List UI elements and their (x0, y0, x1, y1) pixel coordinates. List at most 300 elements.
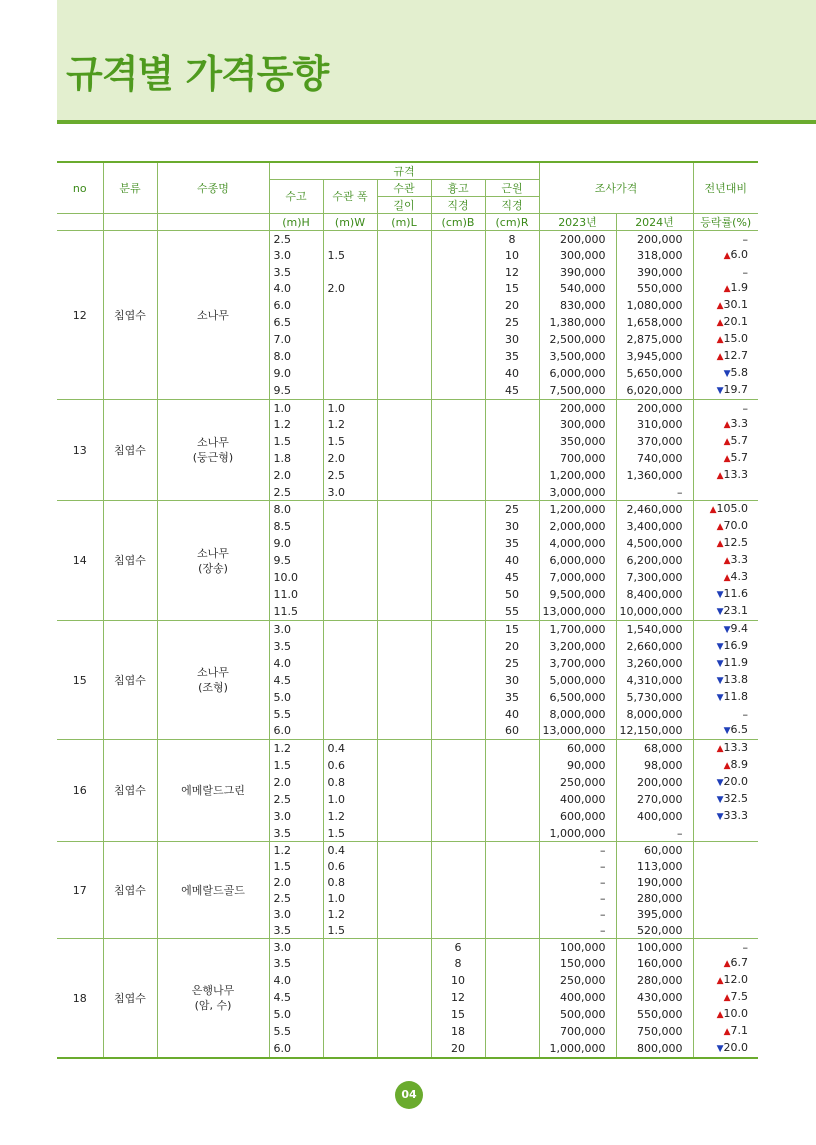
spec-length (377, 264, 431, 280)
group-category: 침엽수 (103, 842, 157, 939)
spec-chest (431, 740, 485, 758)
spec-root (485, 467, 539, 484)
spec-width (323, 569, 377, 586)
spec-chest (431, 825, 485, 842)
spec-width: 1.5 (323, 433, 377, 450)
spec-height: 7.0 (269, 331, 323, 348)
change-value: 30.1 (723, 298, 749, 311)
spec-width: 1.2 (323, 416, 377, 433)
price-2024: – (616, 484, 693, 501)
down-triangle-icon: ▼ (716, 642, 724, 652)
spec-length (377, 722, 431, 740)
spec-height: 4.5 (269, 672, 323, 689)
change-rate (693, 331, 758, 348)
up-triangle-icon: ▲ (723, 556, 731, 566)
spec-length (377, 400, 431, 417)
spec-chest (431, 638, 485, 655)
change-rate (693, 231, 758, 248)
spec-chest (431, 655, 485, 672)
spec-root (485, 1006, 539, 1023)
spec-root: 25 (485, 501, 539, 519)
price-2024: 550,000 (616, 1006, 693, 1023)
change-rate-header: 등락률(%) (693, 214, 758, 231)
spec-height: 6.0 (269, 1040, 323, 1058)
down-triangle-icon: ▼ (716, 676, 724, 686)
change-value: 105.0 (716, 502, 749, 515)
change-rate (693, 400, 758, 417)
price-2024: 2,660,000 (616, 638, 693, 655)
up-triangle-icon: ▲ (716, 976, 724, 986)
spec-chest (431, 518, 485, 535)
down-triangle-icon: ▼ (716, 659, 724, 669)
year-2023: 2023년 (539, 214, 616, 231)
price-2023: 7,000,000 (539, 569, 616, 586)
price-2024: 3,945,000 (616, 348, 693, 365)
spec-chest (431, 569, 485, 586)
spec-chest (431, 808, 485, 825)
header-divider (57, 120, 816, 124)
spec-width (323, 603, 377, 621)
price-2024: 280,000 (616, 972, 693, 989)
spec-length (377, 740, 431, 758)
down-triangle-icon: ▼ (716, 590, 724, 600)
change-rate (693, 757, 758, 774)
change-rate (693, 518, 758, 535)
spec-height: 1.8 (269, 450, 323, 467)
spec-width (323, 689, 377, 706)
spec-height: 5.0 (269, 1006, 323, 1023)
change-rate (693, 297, 758, 314)
price-2023: 6,000,000 (539, 365, 616, 382)
price-2024: 2,460,000 (616, 501, 693, 519)
spec-height: 3.0 (269, 808, 323, 825)
spec-length (377, 501, 431, 519)
price-2024: 8,000,000 (616, 706, 693, 722)
change-rate (693, 348, 758, 365)
price-2023: 90,000 (539, 757, 616, 774)
species-name (157, 501, 269, 621)
species-name-line: 은행나무 (191, 984, 235, 997)
spec-height: 9.5 (269, 382, 323, 400)
spec-height: 5.5 (269, 706, 323, 722)
species-name-line: 소나무 (197, 308, 229, 322)
spec-root (485, 791, 539, 808)
up-triangle-icon: ▲ (716, 335, 724, 345)
down-triangle-icon: ▼ (723, 369, 731, 379)
price-2023: 250,000 (539, 774, 616, 791)
change-value: 20.0 (723, 1041, 749, 1054)
price-2024: 8,400,000 (616, 586, 693, 603)
up-triangle-icon: ▲ (723, 1027, 731, 1037)
change-rate (693, 280, 758, 297)
spec-width (323, 501, 377, 519)
price-2024: 3,400,000 (616, 518, 693, 535)
price-2023: 6,000,000 (539, 552, 616, 569)
unit-length: (m)L (377, 214, 431, 231)
spec-height: 2.0 (269, 874, 323, 890)
species-name (157, 231, 269, 400)
spec-length (377, 808, 431, 825)
change-rate (693, 774, 758, 791)
price-2023: 7,500,000 (539, 382, 616, 400)
spec-chest (431, 672, 485, 689)
spec-length (377, 655, 431, 672)
spec-height: 6.0 (269, 722, 323, 740)
spec-width (323, 348, 377, 365)
spec-height: 4.5 (269, 989, 323, 1006)
price-2023: 400,000 (539, 791, 616, 808)
price-2023: 300,000 (539, 416, 616, 433)
price-2024: 280,000 (616, 890, 693, 906)
change-value: 33.3 (723, 809, 749, 822)
spec-chest (431, 791, 485, 808)
spec-length (377, 231, 431, 248)
change-value: – (742, 265, 749, 279)
spec-height: 1.5 (269, 858, 323, 874)
spec-width (323, 1006, 377, 1023)
spec-height: 1.2 (269, 416, 323, 433)
change-rate (693, 638, 758, 655)
spec-chest (431, 400, 485, 417)
price-2024: 740,000 (616, 450, 693, 467)
change-value: 1.9 (730, 281, 749, 294)
price-2024: 270,000 (616, 791, 693, 808)
price-2023: 700,000 (539, 1023, 616, 1040)
spec-root: 60 (485, 722, 539, 740)
spec-height: 1.5 (269, 757, 323, 774)
price-2023: 13,000,000 (539, 722, 616, 740)
spec-chest (431, 722, 485, 740)
up-triangle-icon: ▲ (716, 744, 724, 754)
price-2023: 3,000,000 (539, 484, 616, 501)
table-row (57, 231, 758, 248)
species-name (157, 842, 269, 939)
spec-root: 30 (485, 672, 539, 689)
spec-chest: 12 (431, 989, 485, 1006)
spec-width: 0.8 (323, 774, 377, 791)
spec-width: 2.5 (323, 467, 377, 484)
spec-height: 8.0 (269, 348, 323, 365)
spec-chest (431, 433, 485, 450)
price-2024: 520,000 (616, 922, 693, 939)
spec-width: 0.6 (323, 858, 377, 874)
spec-height: 3.0 (269, 247, 323, 264)
spec-width: 0.6 (323, 757, 377, 774)
price-2023: 1,200,000 (539, 501, 616, 519)
price-2024: 1,540,000 (616, 621, 693, 639)
change-value: 3.3 (730, 417, 749, 430)
spec-root (485, 858, 539, 874)
price-2023: 200,000 (539, 231, 616, 248)
spec-height: 3.5 (269, 638, 323, 655)
spec-length (377, 621, 431, 639)
spec-chest (431, 247, 485, 264)
price-2023: – (539, 858, 616, 874)
spec-root: 45 (485, 382, 539, 400)
unit-width: (m)W (323, 214, 377, 231)
change-value: 13.8 (723, 673, 749, 686)
change-value: 20.1 (723, 315, 749, 328)
spec-width: 2.0 (323, 450, 377, 467)
spec-chest (431, 365, 485, 382)
price-2024: 370,000 (616, 433, 693, 450)
price-2023: 100,000 (539, 939, 616, 956)
change-value: 13.3 (723, 741, 749, 754)
spec-width (323, 955, 377, 972)
spec-length (377, 467, 431, 484)
change-rate (693, 621, 758, 639)
change-rate (693, 433, 758, 450)
spec-width (323, 989, 377, 1006)
spec-root (485, 484, 539, 501)
price-2023: 400,000 (539, 989, 616, 1006)
price-2023: 390,000 (539, 264, 616, 280)
price-2024: 310,000 (616, 416, 693, 433)
spec-chest (431, 331, 485, 348)
price-2023: 200,000 (539, 400, 616, 417)
spec-chest (431, 706, 485, 722)
change-value: 13.3 (723, 468, 749, 481)
spec-length (377, 906, 431, 922)
col-root-b: 직경 (485, 197, 539, 214)
up-triangle-icon: ▲ (716, 301, 724, 311)
species-name (157, 621, 269, 740)
spec-length (377, 552, 431, 569)
price-2024: 430,000 (616, 989, 693, 1006)
change-value: 12.0 (723, 973, 749, 986)
change-value: 8.9 (730, 758, 749, 771)
spec-length (377, 706, 431, 722)
spec-width (323, 297, 377, 314)
spec-chest (431, 297, 485, 314)
spec-root: 40 (485, 365, 539, 382)
spec-chest (431, 416, 485, 433)
spec-chest: 10 (431, 972, 485, 989)
change-value: – (742, 940, 749, 954)
unit-blank-category (103, 214, 157, 231)
change-rate (693, 890, 758, 906)
up-triangle-icon: ▲ (716, 1010, 724, 1020)
change-rate (693, 416, 758, 433)
change-rate (693, 484, 758, 501)
group-no: 12 (57, 231, 103, 400)
down-triangle-icon: ▼ (716, 812, 724, 822)
spec-length (377, 484, 431, 501)
price-2024: 800,000 (616, 1040, 693, 1058)
spec-height: 1.2 (269, 842, 323, 859)
change-rate (693, 989, 758, 1006)
price-2024: 200,000 (616, 774, 693, 791)
price-2024: 400,000 (616, 808, 693, 825)
change-value: 7.5 (730, 990, 749, 1003)
change-value: 6.5 (730, 723, 749, 736)
spec-chest: 8 (431, 955, 485, 972)
spec-width: 2.0 (323, 280, 377, 297)
spec-width: 1.2 (323, 808, 377, 825)
group-category: 침엽수 (103, 501, 157, 621)
spec-chest (431, 922, 485, 939)
species-name-line: (둥근형) (192, 451, 234, 464)
spec-height: 4.0 (269, 972, 323, 989)
spec-width (323, 365, 377, 382)
price-2023: 300,000 (539, 247, 616, 264)
spec-root: 25 (485, 314, 539, 331)
spec-width (323, 621, 377, 639)
spec-height: 5.0 (269, 689, 323, 706)
spec-length (377, 433, 431, 450)
spec-root (485, 740, 539, 758)
spec-root: 15 (485, 621, 539, 639)
spec-height: 3.0 (269, 939, 323, 956)
price-2023: – (539, 874, 616, 890)
spec-chest (431, 467, 485, 484)
spec-chest (431, 535, 485, 552)
spec-chest (431, 231, 485, 248)
spec-length (377, 791, 431, 808)
spec-root (485, 757, 539, 774)
price-2024: 100,000 (616, 939, 693, 956)
spec-length (377, 280, 431, 297)
spec-height: 3.5 (269, 264, 323, 280)
spec-root (485, 972, 539, 989)
spec-height: 3.0 (269, 621, 323, 639)
change-value: 4.3 (730, 570, 749, 583)
species-name-line: 소나무 (197, 666, 229, 679)
spec-width (323, 722, 377, 740)
spec-chest: 20 (431, 1040, 485, 1058)
spec-length (377, 842, 431, 859)
change-rate (693, 247, 758, 264)
spec-chest (431, 906, 485, 922)
spec-chest: 18 (431, 1023, 485, 1040)
spec-root: 40 (485, 552, 539, 569)
species-name-line: (조형) (198, 681, 228, 694)
spec-length (377, 825, 431, 842)
change-rate (693, 672, 758, 689)
change-value: 19.7 (723, 383, 749, 396)
change-rate (693, 450, 758, 467)
change-rate (693, 264, 758, 280)
spec-chest (431, 450, 485, 467)
price-2023: 500,000 (539, 1006, 616, 1023)
up-triangle-icon: ▲ (716, 522, 724, 532)
price-2023: – (539, 906, 616, 922)
spec-chest (431, 757, 485, 774)
change-value: 32.5 (723, 792, 749, 805)
spec-width (323, 231, 377, 248)
species-name-line: 에메랄드그린 (181, 784, 245, 797)
spec-chest (431, 484, 485, 501)
spec-root (485, 989, 539, 1006)
price-2024: 68,000 (616, 740, 693, 758)
spec-height: 6.5 (269, 314, 323, 331)
price-2023: 1,700,000 (539, 621, 616, 639)
change-rate (693, 535, 758, 552)
col-no: no (57, 162, 103, 214)
price-2024: 390,000 (616, 264, 693, 280)
change-value: 6.0 (730, 248, 749, 261)
group-category: 침엽수 (103, 621, 157, 740)
page-number: 04 (395, 1081, 423, 1109)
spec-width (323, 518, 377, 535)
change-value: – (742, 232, 749, 246)
spec-root (485, 922, 539, 939)
species-name-line: (암, 수) (194, 999, 232, 1012)
spec-length (377, 416, 431, 433)
spec-chest: 15 (431, 1006, 485, 1023)
col-crown-width: 수관 폭 (323, 180, 377, 214)
spec-chest (431, 858, 485, 874)
spec-width: 1.0 (323, 791, 377, 808)
spec-chest (431, 621, 485, 639)
spec-width (323, 672, 377, 689)
spec-root: 8 (485, 231, 539, 248)
change-rate (693, 655, 758, 672)
up-triangle-icon: ▲ (723, 761, 731, 771)
price-2023: 350,000 (539, 433, 616, 450)
unit-blank-no (57, 214, 103, 231)
change-rate (693, 314, 758, 331)
spec-length (377, 247, 431, 264)
spec-root (485, 433, 539, 450)
group-no: 14 (57, 501, 103, 621)
table-row (57, 400, 758, 417)
spec-length (377, 874, 431, 890)
spec-root (485, 825, 539, 842)
spec-width: 1.0 (323, 890, 377, 906)
change-value: 9.4 (730, 622, 749, 635)
spec-width: 1.5 (323, 247, 377, 264)
species-name (157, 400, 269, 501)
spec-width: 1.2 (323, 906, 377, 922)
spec-root: 30 (485, 518, 539, 535)
spec-height: 2.0 (269, 467, 323, 484)
spec-width (323, 264, 377, 280)
change-value: – (742, 707, 749, 721)
spec-root: 35 (485, 348, 539, 365)
spec-chest (431, 314, 485, 331)
spec-length (377, 774, 431, 791)
species-name (157, 740, 269, 842)
up-triangle-icon: ▲ (723, 437, 731, 447)
spec-length (377, 638, 431, 655)
price-2024: 1,360,000 (616, 467, 693, 484)
change-value: 10.0 (723, 1007, 749, 1020)
spec-length (377, 603, 431, 621)
spec-width (323, 552, 377, 569)
spec-chest: 6 (431, 939, 485, 956)
unit-blank-species (157, 214, 269, 231)
spec-length (377, 689, 431, 706)
change-value: 11.9 (723, 656, 749, 669)
spec-width (323, 382, 377, 400)
price-2023: 1,000,000 (539, 1040, 616, 1058)
price-2024: 6,020,000 (616, 382, 693, 400)
price-2024: 5,650,000 (616, 365, 693, 382)
price-2024: 113,000 (616, 858, 693, 874)
spec-height: 3.5 (269, 825, 323, 842)
change-value: 6.7 (730, 956, 749, 969)
spec-width: 0.4 (323, 740, 377, 758)
spec-root: 20 (485, 297, 539, 314)
unit-height: (m)H (269, 214, 323, 231)
spec-width (323, 331, 377, 348)
spec-root (485, 874, 539, 890)
spec-chest (431, 280, 485, 297)
change-value: 7.1 (730, 1024, 749, 1037)
species-name (157, 939, 269, 1059)
spec-height: 9.5 (269, 552, 323, 569)
